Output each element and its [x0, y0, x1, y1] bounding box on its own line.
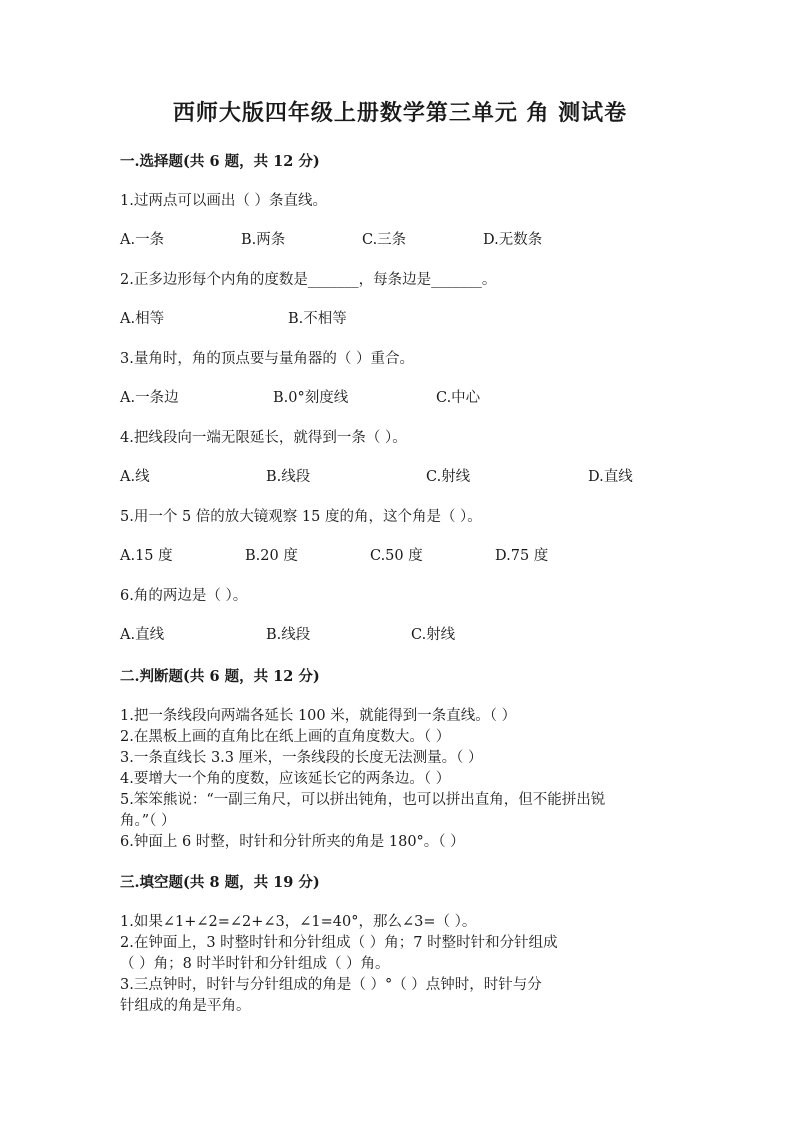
question-text: 2.正多边形每个内角的度数是_______，每条边是_______。: [120, 272, 497, 288]
question-text: 5.用一个 5 倍的放大镜观察 15 度的角，这个角是（ ）。: [120, 509, 482, 525]
fill-item: 2.在钟面上，3 时整时针和分针组成（ ）角；7 时整时针和分针组成: [120, 935, 558, 951]
option: B.不相等: [288, 311, 347, 327]
option: C.50 度: [370, 548, 423, 564]
question-text: 4.把线段向一端无限延长，就得到一条（ ）。: [120, 430, 407, 446]
option: C.射线: [426, 469, 471, 485]
fill-item: 3.三点钟时，时针与分针组成的角是（ ）°（ ）点钟时，时针与分: [120, 977, 542, 993]
option: C.三条: [362, 232, 407, 248]
judgment-item: 6.钟面上 6 时整，时针和分针所夹的角是 180°。（ ）: [120, 834, 465, 850]
option: C.射线: [411, 627, 456, 643]
option: A.15 度: [120, 548, 173, 564]
option: B.两条: [241, 232, 286, 248]
section-heading-choice: 一.选择题(共 6 题，共 12 分): [120, 153, 320, 170]
option: D.直线: [588, 469, 633, 485]
option: B.线段: [266, 627, 311, 643]
page-title: 西师大版四年级上册数学第三单元 角 测试卷: [172, 100, 628, 126]
option: A.直线: [120, 627, 165, 643]
judgment-item-continued: 角。”（ ）: [120, 813, 176, 829]
judgment-item: 3.一条直线长 3.3 厘米，一条线段的长度无法测量。（ ）: [120, 750, 483, 766]
option: D.无数条: [483, 232, 543, 248]
option: B.20 度: [245, 548, 298, 564]
option: D.75 度: [495, 548, 549, 564]
judgment-item: 1.把一条线段向两端各延长 100 米，就能得到一条直线。（ ）: [120, 708, 517, 724]
option: A.一条: [120, 232, 165, 248]
option: B.0°刻度线: [273, 390, 349, 406]
question-text: 1.过两点可以画出（ ）条直线。: [120, 193, 327, 209]
option: A.线: [120, 469, 150, 485]
judgment-item: 4.要增大一个角的度数，应该延长它的两条边。（ ）: [120, 771, 451, 787]
section-heading-judgment: 二.判断题(共 6 题，共 12 分): [120, 668, 320, 685]
option: A.相等: [120, 311, 165, 327]
option: B.线段: [266, 469, 311, 485]
fill-item-continued: （ ）角；8 时半时针和分针组成（ ）角。: [120, 956, 390, 972]
option: A.一条边: [120, 390, 179, 406]
question-text: 6.角的两边是（ ）。: [120, 588, 248, 604]
judgment-item: 2.在黑板上画的直角比在纸上画的直角度数大。（ ）: [120, 729, 451, 745]
option: C.中心: [436, 390, 481, 406]
question-text: 3.量角时，角的顶点要与量角器的（ ）重合。: [120, 351, 414, 367]
fill-item-continued: 针组成的角是平角。: [120, 998, 251, 1014]
fill-item: 1.如果∠1+∠2=∠2+∠3，∠1=40°，那么∠3=（ ）。: [120, 914, 477, 930]
judgment-item: 5.笨笨熊说：“一副三角尺，可以拼出钝角，也可以拼出直角，但不能拼出锐: [120, 792, 606, 808]
section-heading-fill: 三.填空题(共 8 题，共 19 分): [120, 874, 320, 891]
